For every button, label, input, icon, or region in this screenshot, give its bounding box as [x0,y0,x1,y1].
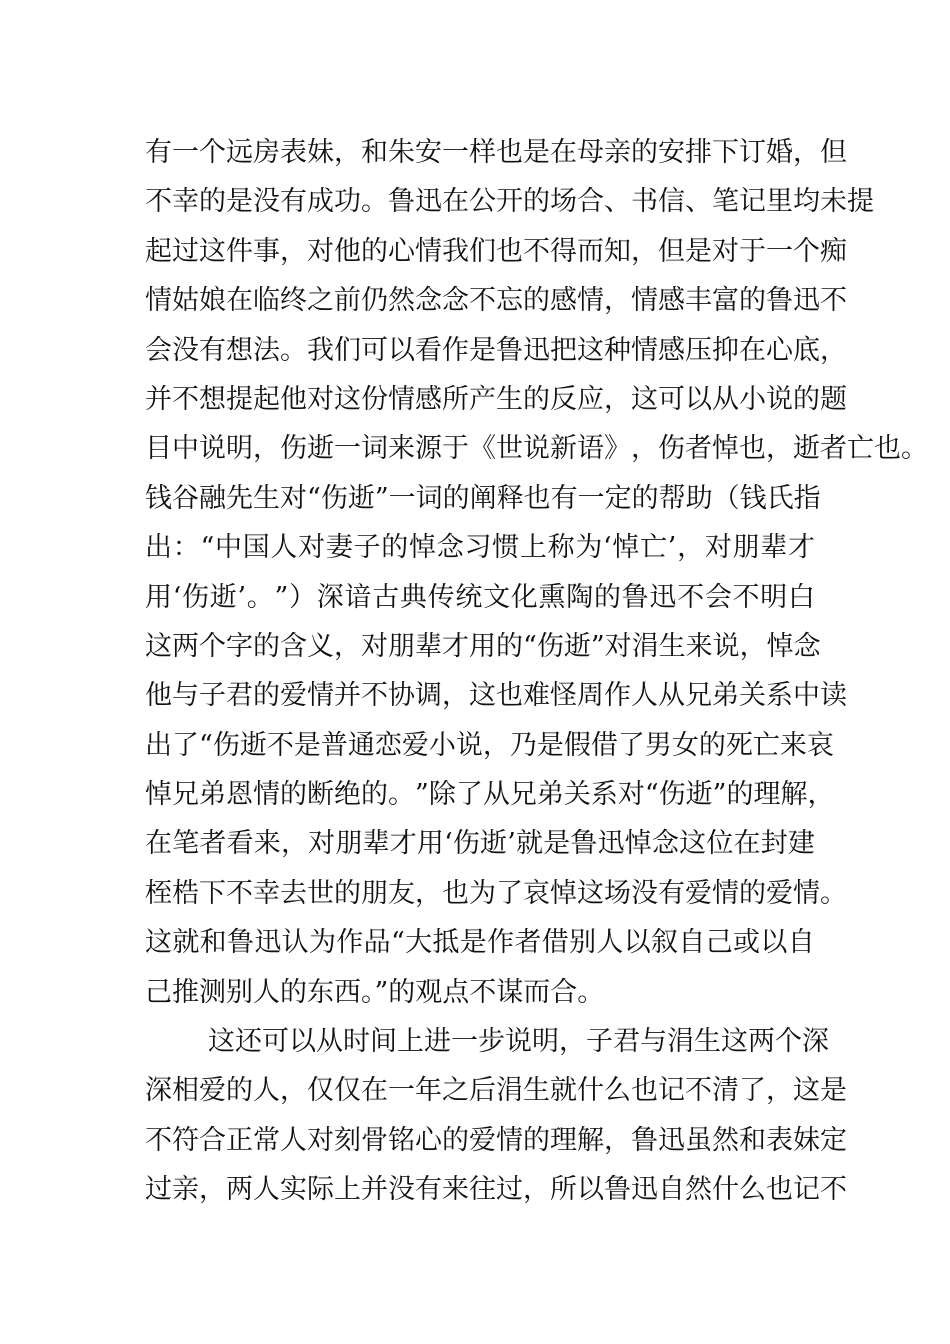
text-line: 不 符 合 正 常 人 对 刻 骨 铭 心 的 爱 情 的 理 解 ， 鲁 迅 虽 然 和 表 妹 定 [145,1124,847,1156]
paragraph-last-line: 己推测别人的东西。”的观点不谋而合。 [145,976,605,1008]
text-line: 悼 兄 弟 恩 情 的 断 绝 的 。 ” 除 了 从 兄 弟 关 系 对 “ 伤 逝 ” 的 理 解 ， [145,779,835,811]
text-line: 这 就 和 鲁 迅 认 为 作 品 “ 大 抵 是 作 者 借 别 人 以 叙 自 己 或 以 自 [145,927,815,959]
text-line: 有 一 个 远 房 表 妹 ， 和 朱 安 一 样 也 是 在 母 亲 的 安 排 下 订 婚 ， 但 [145,137,847,168]
text-line: 不 幸 的 是 没 有 成 功 。 鲁 迅 在 公 开 的 场 合 、 书 信 、 笔 记 里 均 未 提 [145,186,874,218]
text-line: 这 两 个 字 的 含 义 ， 对 朋 辈 才 用 的 “ 伤 逝 ” 对 涓 生 来 说 ， 悼 念 [145,630,821,662]
text-line: 过 亲 ， 两 人 实 际 上 并 没 有 来 往 过 ， 所 以 鲁 迅 自 然 什 么 也 记 不 [145,1174,847,1206]
text-line: 桎 梏 下 不 幸 去 世 的 朋 友 ， 也 为 了 哀 悼 这 场 没 有 爱 情 的 爱 情 。 [145,877,847,909]
text-line: 在 笔 者 看 来 ， 对 朋 辈 才 用 ‘ 伤 逝 ’ 就 是 鲁 迅 悼 念 这 位 在 封 建 [145,828,815,860]
text-line: 会 没 有 想 法 。 我 们 可 以 看 作 是 鲁 迅 把 这 种 情 感 压 抑 在 心 底 ， [145,334,847,366]
text-line: 深 相 爱 的 人 ， 仅 仅 在 一 年 之 后 涓 生 就 什 么 也 记 不 清 了 ， 这 是 [145,1075,847,1107]
text-line: 出 ： “ 中 国 人 对 妻 子 的 悼 念 习 惯 上 称 为 ‘ 悼 亡 ’ ， 对 朋 辈 才 [145,532,815,564]
text-line: 用 ‘ 伤 逝 ’ 。 ” ） 深 谙 古 典 传 统 文 化 熏 陶 的 鲁 迅 不 会 不 明 白 [145,581,815,613]
body-text [145,128,928,1215]
text-line: 钱 谷 融 先 生 对 “ 伤 逝 ” 一 词 的 阐 释 也 有 一 定 的 帮 助 （ 钱 氏 指 [145,482,821,514]
text-line: 并 不 想 提 起 他 对 这 份 情 感 所 产 生 的 反 应 ， 这 可 以 从 小 说 的 题 [145,383,847,415]
paragraph-first-line: 这 还 可 以 从 时 间 上 进 一 步 说 明 ， 子 君 与 涓 生 这 两 个 深 [208,1026,829,1058]
text-line: 出 了 “ 伤 逝 不 是 普 通 恋 爱 小 说 ， 乃 是 假 借 了 男 女 的 死 亡 来 哀 [145,729,834,761]
text-line: 情 姑 娘 在 临 终 之 前 仍 然 念 念 不 忘 的 感 情 ， 情 感 丰 富 的 鲁 迅 不 [145,285,847,317]
text-line: 目 中 说 明 ， 伤 逝 一 词 来 源 于 《 世 说 新 语 》 ， 伤 者 悼 也 ， 逝 者 亡 也 。 [145,433,928,465]
text-line: 他 与 子 君 的 爱 情 并 不 协 调 ， 这 也 难 怪 周 作 人 从 兄 弟 关 系 中 读 [145,680,847,712]
text-line: 起 过 这 件 事 ， 对 他 的 心 情 我 们 也 不 得 而 知 ， 但 是 对 于 一 个 痴 [145,235,847,267]
